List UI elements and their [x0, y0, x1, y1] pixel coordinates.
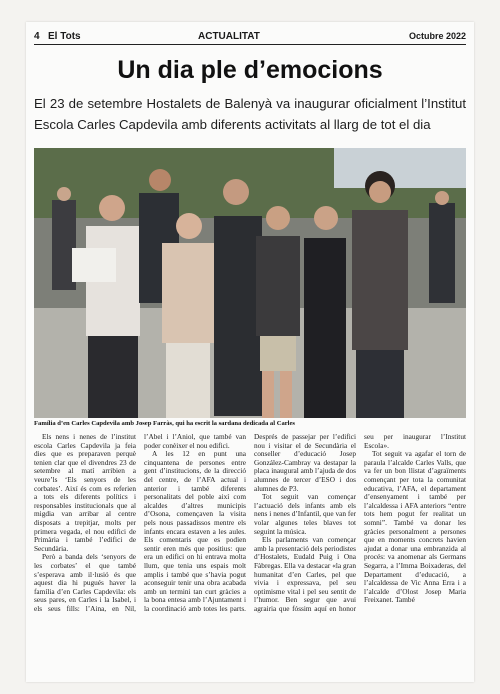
article-subtitle: El 23 de setembre Hostalets de Balenyà va inaugurar oficialment l’Institut Escola Carles Capdevila amb diferents activitats al llarg de tot el dia: [34, 96, 466, 132]
header-rule: [34, 44, 466, 45]
page-header: [34, 28, 466, 44]
publication-name: El Tots: [48, 30, 81, 42]
article-paragraph: Els nens i nenes de l’institut escola Carles Capdevila ja feia dies que es preparaven perquè tenien clar que el divendres 23 de setembre al matí arribien a veure’ls ‘Els senyors de les corbates’. Així és com es referien a tots els diferents polítics i responsables institucionals que al migdia van arribar al centre disposats a trepitjar, molts per primera vegada, el nou edifici de Primària i també l’edifici de Secundària.: [34, 432, 136, 553]
newspaper-page: [26, 22, 474, 682]
article-paragraph: Els parlaments van començar amb la presentació dels periodistes d’Hostalets, Eudald Puig i Ona Fàbregas. Ella va destacar «la gran humanitat d’en Carles, pel que vivia i expressava, pel seu optimisme vital i pel seu sentit de l’humor. Ben segur que avui agrairia que fóssim aquí en honor seu per inaugurar l’Institut Escola».: [254, 432, 466, 613]
article-body: [34, 433, 466, 678]
article-photo: [34, 148, 466, 418]
article-title: Un dia ple d’emocions: [117, 56, 383, 84]
article-paragraph: Però a banda dels ‘senyors de les corbates’ el que també s’esperava amb il·lusió és que aquest dia hi pugués haver la família d’en Carles Capdevila: els seus pares, en Carles i la Isabel, i els seus fills: l’Aina, en Nil, l’Abel i l’Aniol, que també van poder conèixer el nou edifici.: [34, 432, 246, 613]
family-group-photo: [34, 148, 466, 418]
page-number: 4: [34, 30, 40, 42]
issue-date: Octubre 2022: [408, 31, 466, 41]
article-paragraph: Tot seguit van començar l’actuació dels infants amb els nens i nenes d’Infantil, que van fer volar algunes teles blaves tot seguint la música.: [254, 492, 356, 536]
section-name: ACTUALITAT: [198, 30, 260, 42]
photo-caption: Família d’en Carles Capdevila amb Josep Farràs, qui ha escrit la sardana dedicada al Carles: [34, 420, 296, 427]
article-paragraph: A les 12 en punt una cinquantena de persones entre gent d’institucions, de la direcció del centre, de l’AFA actual i anterior i també diferents personalitats del poble així com alcaldes d’altres municipis d’Osona, començaven la visita pels nous passadissos mentre els infants encara estaven a les aules. Els comentaris que es podien sentir eren més que positius: que era un edifici on hi entrava molta llum, que tenia uns espais molt amplis i també que s’havia pogut aconseguir tenir una obra acabada amb un termini tan curt gràcies a la bona entesa amb l’Ajuntament i la coordinació amb totes les parts. Després de passejar per l’edifici nou i visitar el de Secundària el conseller d’educació Josep González-Cambray va destapar la placa inaugural amb l’ajuda de dos alumnes de tercer d’ESO i dos alumnes de P3.: [144, 432, 356, 613]
article-paragraph: Tot seguit va agafar el torn de paraula l’alcalde Carles Valls, que va fer un bon llistat d’agraïments començant per tota la comunitat educativa, l’AFA, el departament d’ensenyament i també per l’alcaldessa i AFA anteriors “entre tots hem pogut fer realitat un somni”. També va donar les gràcies personalment a persones que en moments concrets havien ajudat a donar una embranzida al procés: va anomenar als Germans Segarra, a l’Imma Boixaderas, del Departament d’educació, a l’alcaldessa de Vic Anna Erra i a l’alcalde d’Olost Josep Maria Freixanet. També: [364, 449, 466, 605]
